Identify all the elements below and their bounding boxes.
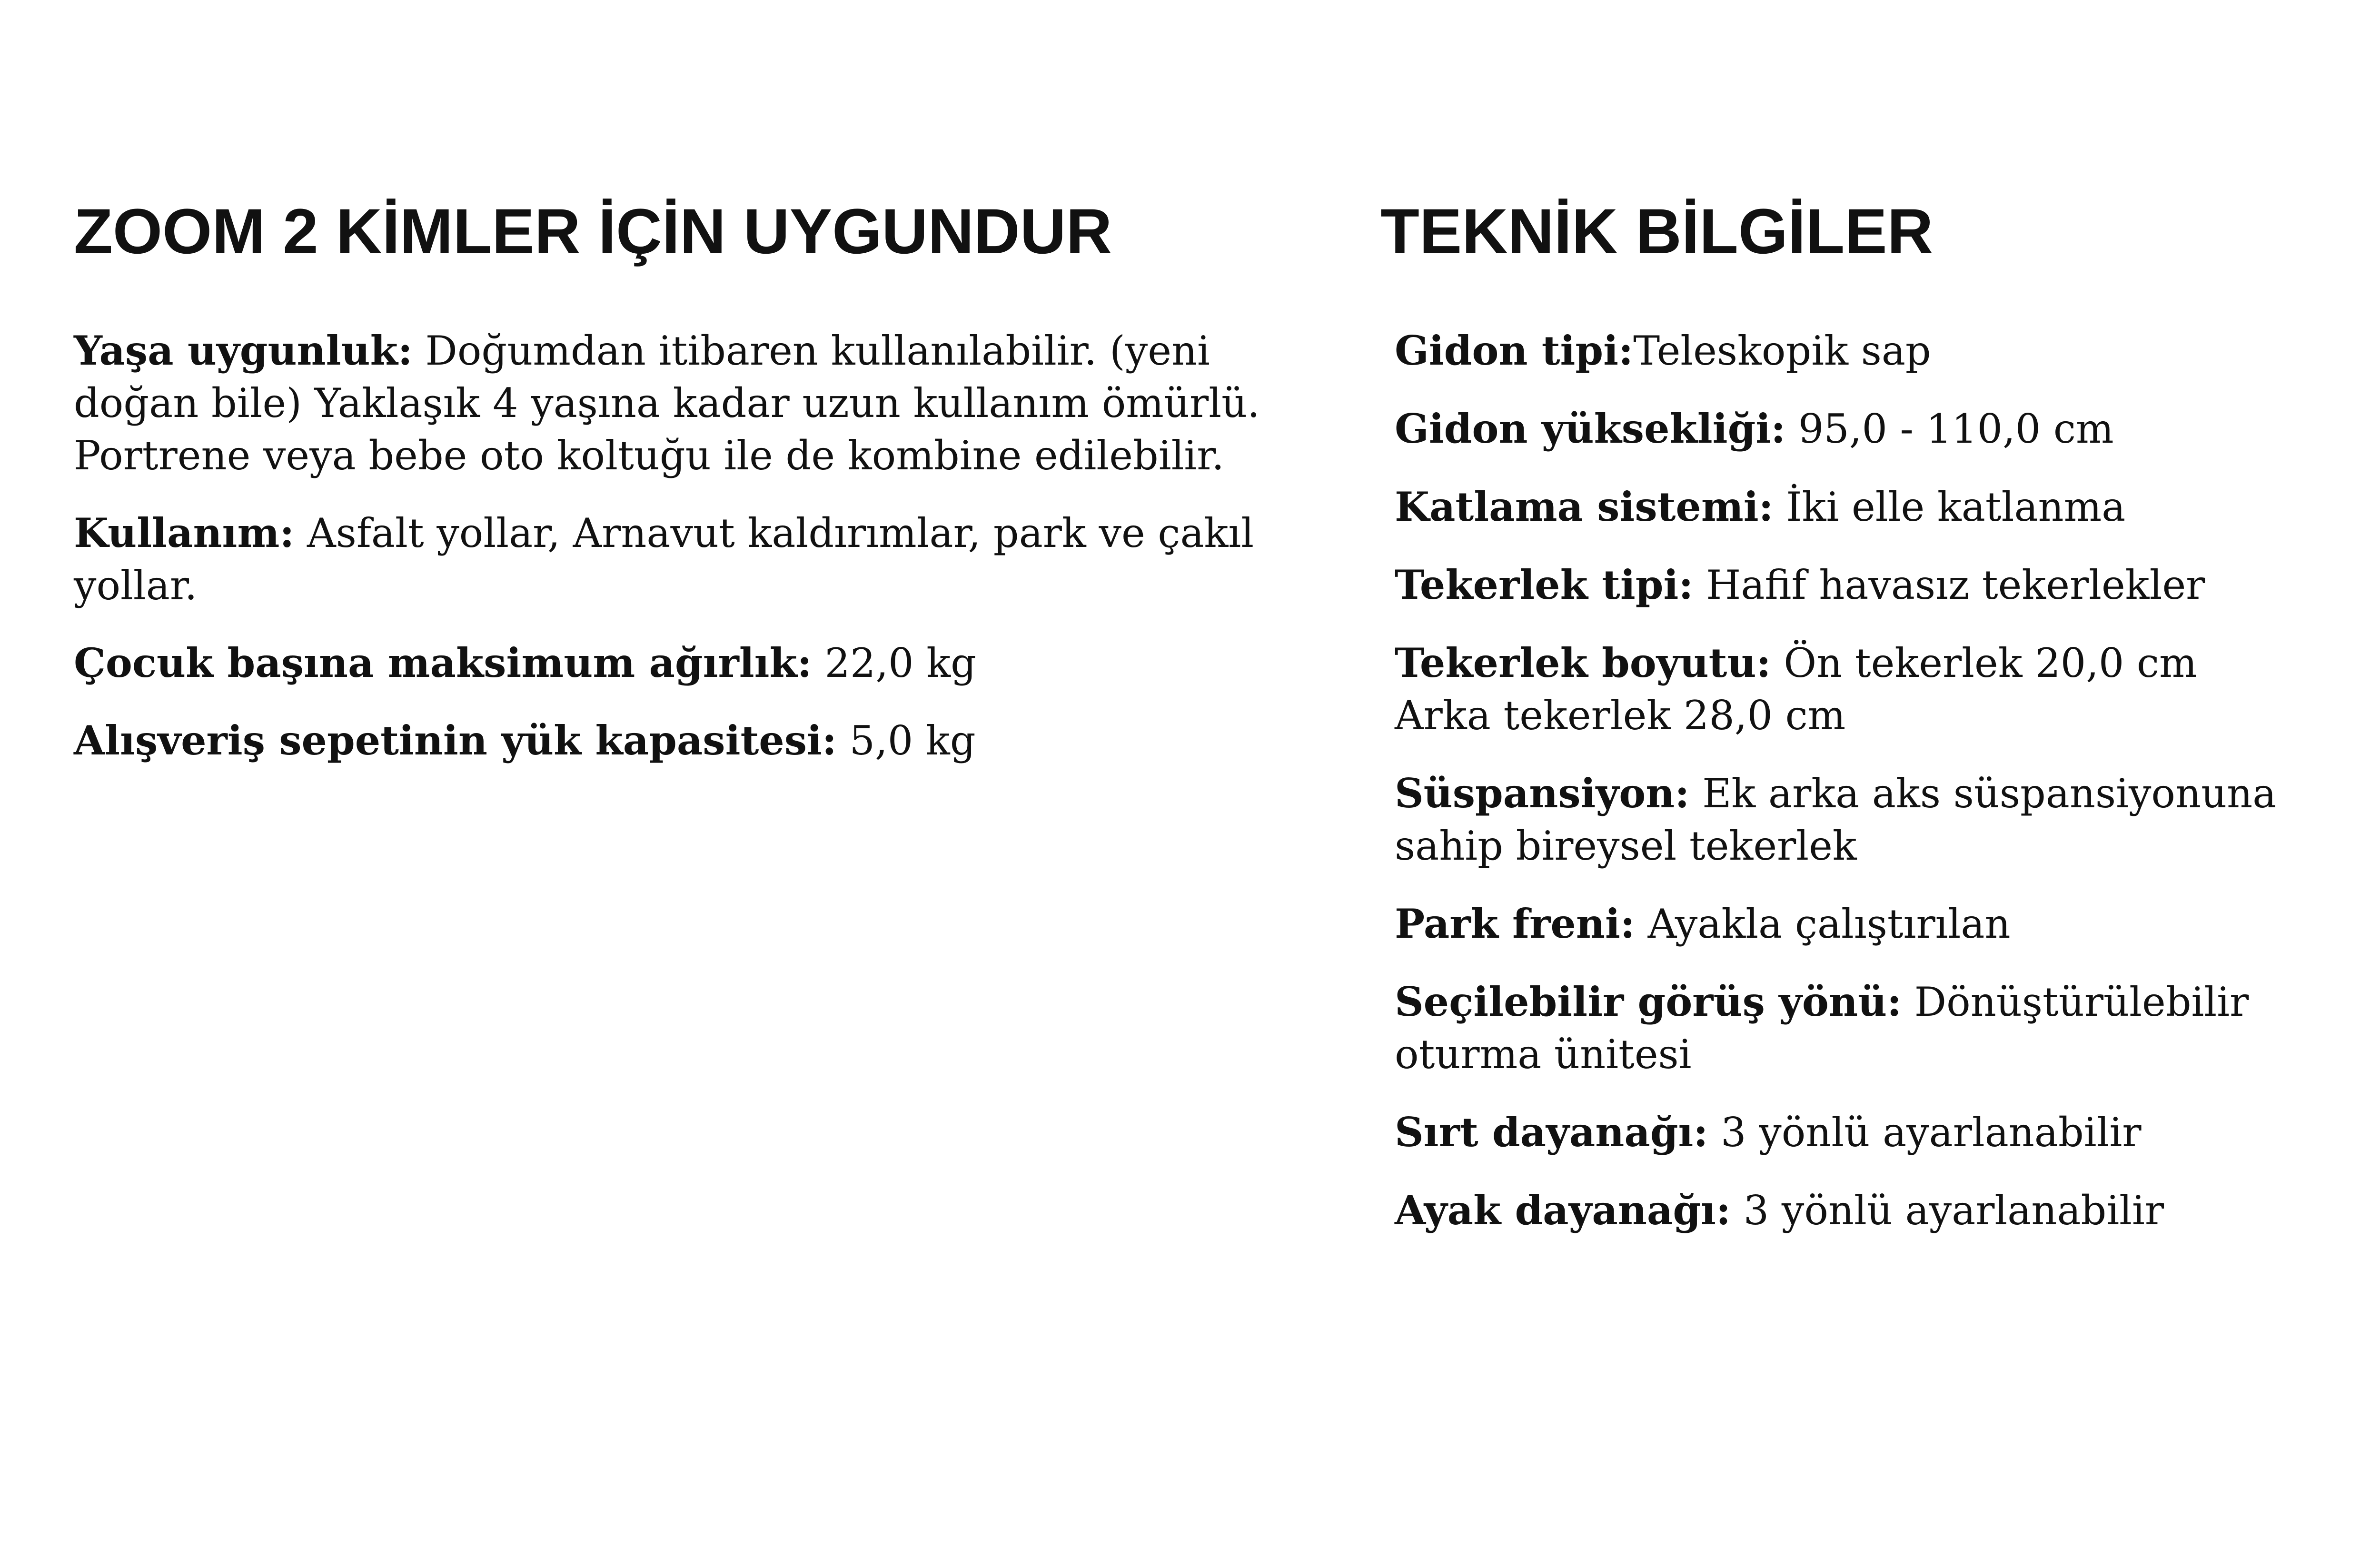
item-value: Asfalt yollar, Arnavut kaldırımlar, park ve çakıl yollar.	[74, 510, 1254, 609]
item-label: Gidon tipi:	[1395, 327, 1634, 375]
item-label: Alışveriş sepetinin yük kapasitesi:	[74, 717, 837, 764]
item-value: 5,0 kg	[836, 717, 976, 764]
item-label: Yaşa uygunluk:	[74, 327, 413, 375]
item-value: Doğumdan itibaren kullanılabilir. (yeni doğan bile) Yaklaşık 4 yaşına kadar uzun kullanım ömürlü. Portrene veya bebe oto koltuğu ile de kombine edilebilir.	[74, 327, 1260, 479]
item-label: Süspansiyon:	[1395, 770, 1690, 817]
item-label: Kullanım:	[74, 509, 295, 557]
suitability-heading: ZOOM 2 KİMLER İÇİN UYGUNDUR	[74, 196, 1112, 267]
item-label: Gidon yüksekliği:	[1395, 405, 1786, 453]
folding-system-item	[1395, 481, 2332, 533]
item-value: 95,0 - 110,0 cm	[1785, 406, 2114, 453]
item-value: Ayakla çalıştırılan	[1635, 901, 2011, 948]
view-direction-item	[1395, 976, 2332, 1081]
handlebar-height-item	[1395, 403, 2332, 455]
item-value: Ek arka aks süspansiyonuna sahip bireysel tekerlek	[1395, 770, 2277, 870]
handlebar-type-item	[1395, 325, 2332, 377]
technical-heading: TEKNİK BİLGİLER	[1380, 196, 1934, 267]
suitability-list	[74, 325, 1311, 767]
item-value: 3 yönlü ayarlanabilir	[1731, 1187, 2164, 1234]
item-label: Park freni:	[1395, 900, 1635, 948]
suitability-section	[74, 195, 1311, 792]
item-label: Sırt dayanağı:	[1395, 1109, 1708, 1156]
item-value: Teleskopik sap	[1633, 327, 1931, 375]
backrest-item	[1395, 1106, 2332, 1159]
max-weight-item	[74, 637, 1311, 689]
parking-brake-item	[1395, 898, 2332, 950]
wheel-size-item	[1395, 637, 2332, 742]
item-value: 22,0 kg	[812, 640, 976, 687]
item-label: Çocuk başına maksimum ağırlık:	[74, 639, 812, 687]
item-value: 3 yönlü ayarlanabilir	[1708, 1109, 2142, 1156]
technical-section	[1380, 195, 2332, 1262]
usage-item	[74, 507, 1311, 612]
item-label: Tekerlek tipi:	[1395, 561, 1694, 609]
item-label: Ayak dayanağı:	[1395, 1187, 1731, 1234]
item-value: Hafif havasız tekerlekler	[1693, 562, 2205, 609]
wheel-type-item	[1395, 559, 2332, 611]
suspension-item	[1395, 767, 2332, 872]
item-label: Seçilebilir görüş yönü:	[1395, 978, 1902, 1026]
footrest-item	[1395, 1184, 2332, 1237]
item-value: Ön tekerlek 20,0 cm	[1771, 640, 2197, 687]
item-label: Tekerlek boyutu:	[1395, 639, 1771, 687]
item-value-line2: Arka tekerlek 28,0 cm	[1395, 692, 1846, 739]
age-suitability-item	[74, 325, 1311, 482]
item-value: İki elle katlanma	[1773, 484, 2126, 531]
item-value: Dönüştürülebilir oturma ünitesi	[1395, 979, 2249, 1078]
item-label: Katlama sistemi:	[1395, 483, 1774, 531]
basket-capacity-item	[74, 714, 1311, 767]
technical-list	[1380, 325, 2332, 1237]
